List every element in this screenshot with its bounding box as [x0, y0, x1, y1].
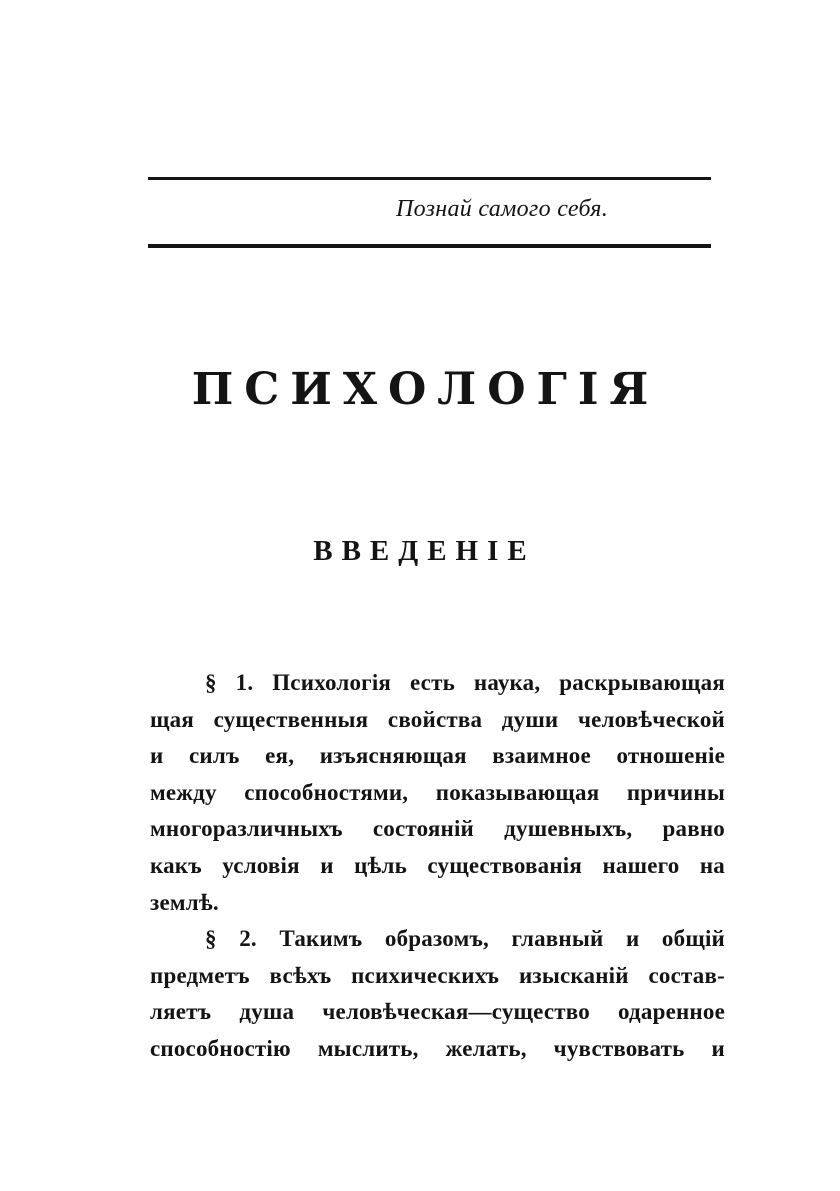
text-line: многоразличныхъ состояній душевныхъ, равно [150, 816, 725, 842]
epigraph: Познай самого себя. [396, 196, 608, 222]
text-line: предметъ всѣхъ психическихъ изысканій состав- [150, 962, 725, 988]
top-rule [148, 177, 711, 180]
text-line: § 2. Такимъ образомъ, главный и общій [205, 926, 725, 952]
text-line: щая существенныя свойства души человѣческой [150, 706, 725, 732]
text-line: какъ условія и цѣль существованія нашего на [150, 852, 725, 878]
body-text [150, 665, 725, 1068]
section-heading: ВВЕДЕНІЕ [313, 535, 536, 567]
text-line: ляетъ душа человѣческая—существо одаренное [150, 999, 725, 1025]
text-line: между способностями, показывающая причины [150, 779, 725, 805]
text-line: и силъ ея, изъясняющая взаимное отношеніе [150, 743, 725, 769]
text-line: § 1. Психологія есть наука, раскрывающая [205, 670, 725, 695]
page-title: ПСИХОЛОГІЯ [191, 364, 660, 415]
text-line: землѣ. [150, 889, 219, 915]
bottom-rule [148, 244, 711, 248]
text-line: способностію мыслить, желать, чувствовать и [150, 1035, 725, 1061]
